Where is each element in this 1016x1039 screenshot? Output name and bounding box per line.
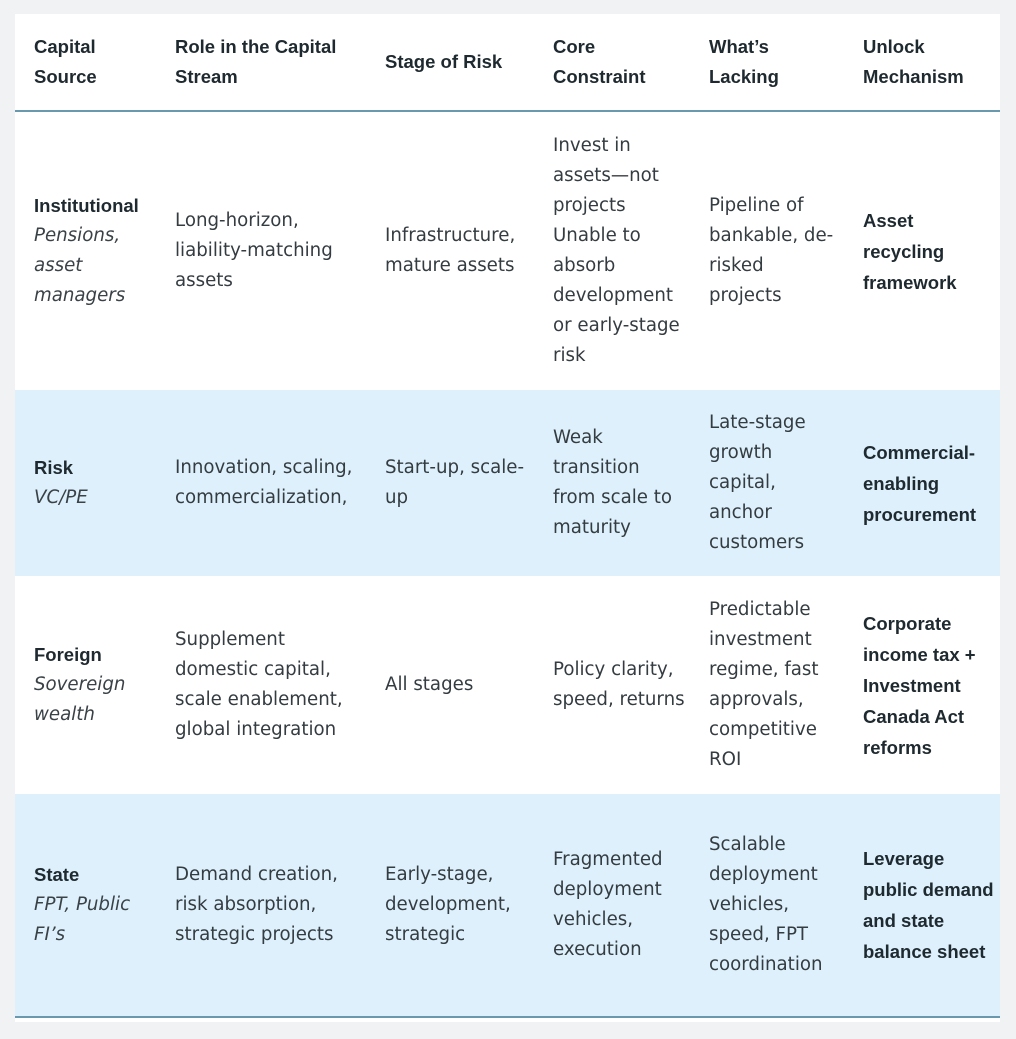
capital-source-name: Foreign bbox=[34, 644, 102, 665]
role-cell: Demand creation, risk absorption, strategic projects bbox=[159, 794, 369, 1017]
table-row bbox=[15, 794, 1000, 1017]
capital-source-name: Risk bbox=[34, 457, 74, 478]
capital-source-subtitle: Sovereign wealth bbox=[34, 674, 126, 725]
role-cell: Long-horizon, liability-matching assets bbox=[175, 210, 333, 291]
stage-cell: Early-stage, development, strategic bbox=[369, 794, 537, 1017]
capital-source-cell bbox=[15, 390, 159, 576]
capital-source-cell bbox=[15, 576, 159, 794]
capital-source-subtitle: FPT, Public FI’s bbox=[34, 894, 131, 945]
stage-cell: All stages bbox=[385, 674, 474, 695]
capital-source-name: Institutional bbox=[34, 195, 139, 216]
header-stage-of-risk: Stage of Risk bbox=[369, 14, 537, 111]
unlock-cell: Corporate income tax + Investment Canada Act reforms bbox=[863, 612, 976, 758]
unlock-cell: Leverage public demand and state balance sheet bbox=[847, 794, 1000, 1017]
lacking-cell: Late-stage growth capital, anchor customers bbox=[709, 412, 806, 553]
stage-cell: Start-up, scale-up bbox=[385, 457, 525, 508]
lacking-cell: Pipeline of bankable, de-risked projects bbox=[709, 195, 834, 306]
table-row bbox=[15, 111, 1000, 390]
table-header-row bbox=[15, 14, 1000, 111]
header-capital-source: Capital Source bbox=[15, 14, 159, 111]
capital-table-container bbox=[15, 14, 1000, 1022]
table-row bbox=[15, 390, 1000, 576]
lacking-cell: Scalable deployment vehicles, speed, FPT coordination bbox=[693, 794, 847, 1017]
table-row bbox=[15, 576, 1000, 794]
stage-cell: Infrastructure, mature assets bbox=[385, 225, 516, 276]
role-cell: Innovation, scaling, commercialization, bbox=[175, 457, 353, 508]
header-core-constraint: Core Constraint bbox=[537, 14, 693, 111]
capital-source-name: State bbox=[34, 864, 80, 885]
constraint-cell: Invest in assets—not projects Unable to absorb development or early-stage risk bbox=[553, 135, 680, 366]
capital-source-cell bbox=[15, 111, 159, 390]
header-role: Role in the Capital Stream bbox=[159, 14, 369, 111]
unlock-cell: Commercial-enabling procurement bbox=[863, 441, 977, 525]
lacking-cell: Predictable investment regime, fast approvals, competitive ROI bbox=[709, 599, 819, 770]
header-whats-lacking: What’s Lacking bbox=[693, 14, 847, 111]
header-unlock-mechanism: Unlock Mechanism bbox=[847, 14, 1000, 111]
unlock-cell: Asset recycling framework bbox=[863, 209, 957, 293]
role-cell: Supplement domestic capital, scale enablement, global integration bbox=[175, 629, 343, 740]
constraint-cell: Fragmented deployment vehicles, execution bbox=[537, 794, 693, 1017]
capital-stream-table bbox=[15, 14, 1000, 1018]
capital-source-cell bbox=[15, 794, 159, 1017]
capital-source-subtitle: VC/PE bbox=[34, 487, 88, 508]
constraint-cell: Weak transition from scale to maturity bbox=[553, 427, 673, 538]
constraint-cell: Policy clarity, speed, returns bbox=[553, 659, 685, 710]
capital-source-subtitle: Pensions, asset managers bbox=[34, 225, 126, 306]
